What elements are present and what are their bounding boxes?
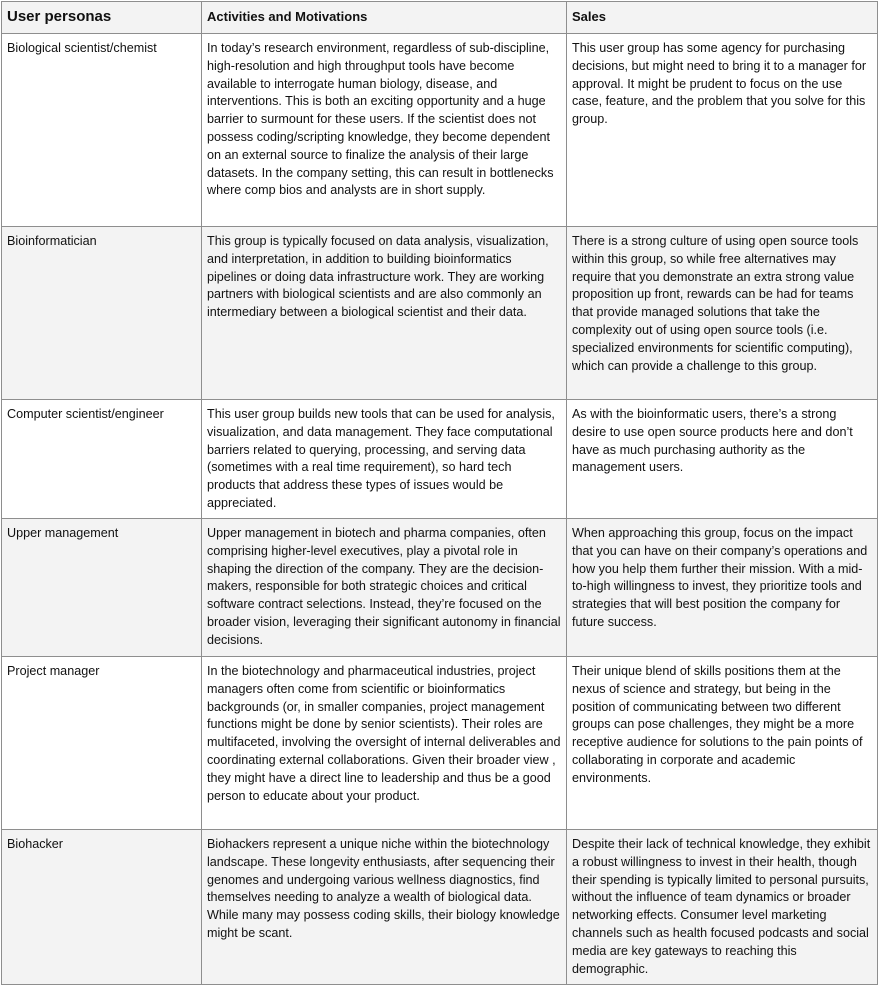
sales-cell: Their unique blend of skills positions them at the nexus of science and strategy, but being in the position of communicating between two different groups can pose challenges, they might be a more receptive audience for solutions to the pain points of collaborating in corporate and academic environments. — [567, 657, 878, 830]
table-header-row — [2, 2, 878, 34]
persona-cell: Biological scientist/chemist — [2, 34, 202, 227]
header-user-personas: User personas — [2, 2, 202, 34]
sales-cell: There is a strong culture of using open source tools within this group, so while free alternatives may require that you demonstrate an extra strong value proposition up front, rewards can be had for teams that provide managed solutions that take the complexity out of using open source tools (i.e. specialized environments for scientific computing), which can provide a challenge to this group. — [567, 227, 878, 400]
table-row — [2, 34, 878, 227]
table-row — [2, 519, 878, 657]
activities-cell: In the biotechnology and pharmaceutical industries, project managers often come from scientific or bioinformatics backgrounds (or, in smaller companies, project management functions might be done by senior scientists). Their roles are multifaceted, involving the oversight of internal deliverables and coordinating external collaborations. Given their broader view , they might have a direct line to leadership and thus be a good person to educate about your product. — [202, 657, 567, 830]
sales-cell: Despite their lack of technical knowledge, they exhibit a robust willingness to invest in their health, though their spending is typically limited to personal pursuits, without the influence of team dynamics or broader networking effects. Consumer level marketing channels such as health focused podcasts and social media are key gateways to reaching this demographic. — [567, 830, 878, 985]
header-sales: Sales — [567, 2, 878, 34]
sales-cell: This user group has some agency for purchasing decisions, but might need to bring it to a manager for approval. It might be prudent to focus on the use case, feature, and the problem that you solve for this group. — [567, 34, 878, 227]
activities-cell: Biohackers represent a unique niche within the biotechnology landscape. These longevity enthusiasts, after sequencing their genomes and undergoing various wellness diagnostics, find themselves needing to analyze a wealth of biological data. While many may possess coding skills, their biology knowledge might be scant. — [202, 830, 567, 985]
persona-cell: Upper management — [2, 519, 202, 657]
table-row — [2, 657, 878, 830]
persona-cell: Bioinformatician — [2, 227, 202, 400]
activities-cell: This user group builds new tools that can be used for analysis, visualization, and data management. They face computational barriers related to querying, processing, and serving data (sometimes with a real time requirement), so hard tech products that address these types of issues would be appreciated. — [202, 400, 567, 519]
persona-cell: Biohacker — [2, 830, 202, 985]
persona-cell: Project manager — [2, 657, 202, 830]
header-activities-motivations: Activities and Motivations — [202, 2, 567, 34]
table-row — [2, 227, 878, 400]
activities-cell: Upper management in biotech and pharma companies, often comprising higher-level executives, play a pivotal role in shaping the direction of the company. They are the decision-makers, responsible for both strategic choices and critical software contract selections. Instead, they’re focused on the broader vision, leveraging their significant autonomy in financial decisions. — [202, 519, 567, 657]
personas-table — [1, 1, 878, 985]
activities-cell: In today’s research environment, regardless of sub-discipline, high-resolution and high throughput tools have become available to interrogate human biology, disease, and interventions. This is both an exciting opportunity and a huge barrier to surmount for these users. If the scientist does not possess coding/scripting knowledge, they become dependent on an external source to finalize the analysis of their large datasets. In the company setting, this can result in bottlenecks where comp bios and analysts are in short supply. — [202, 34, 567, 227]
sales-cell: When approaching this group, focus on the impact that you can have on their company’s operations and how you help them further their mission. With a mid-to-high willingness to invest, they prioritize tools and strategies that will best position the company for future success. — [567, 519, 878, 657]
table-row — [2, 400, 878, 519]
persona-cell: Computer scientist/engineer — [2, 400, 202, 519]
sales-cell: As with the bioinformatic users, there’s a strong desire to use open source products here and don’t have as much purchasing authority as the management users. — [567, 400, 878, 519]
activities-cell: This group is typically focused on data analysis, visualization, and interpretation, in addition to building bioinformatics pipelines or doing data infrastructure work. They are working partners with biological scientists and are also commonly an intermediary between a biological scientist and their data. — [202, 227, 567, 400]
table-row — [2, 830, 878, 985]
